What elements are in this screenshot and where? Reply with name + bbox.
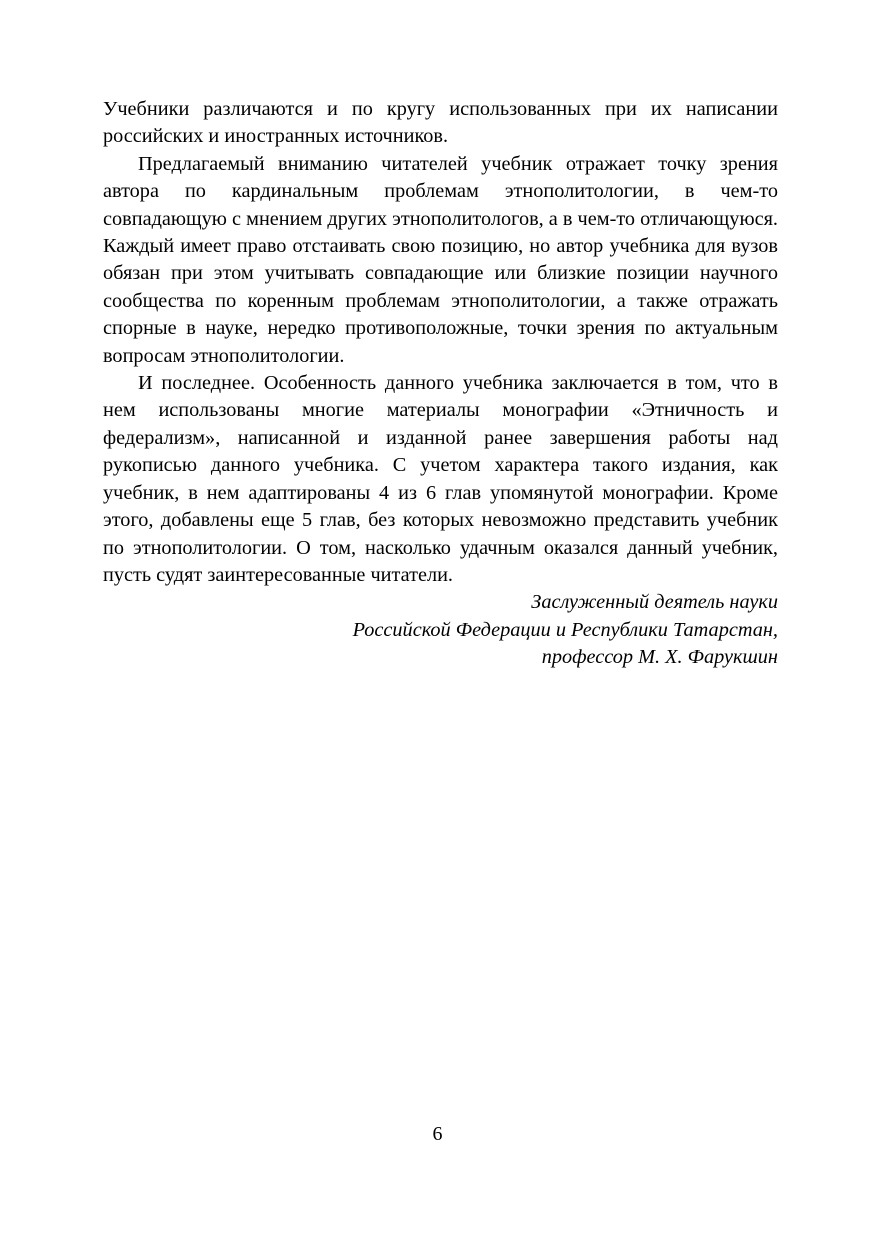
signature-name-line: профессор М. Х. Фарукшин — [541, 646, 778, 669]
signature-title-line: Заслуженный деятель науки — [531, 591, 778, 614]
paragraph-1: Учебники различаются и по кругу использованных при их написании российских и иностранных источников. — [103, 98, 778, 148]
paragraph-2: Предлагаемый вниманию читателей учебник отражает точку зрения автора по кардинальным проблемам этнополитологии, в чем-то совпадающую с мнением других этнополитологов, а в чем-то отличающуюся. Каждый имеет право отстаивать свою позицию, но автор учебника для вузов обязан при этом учитывать совпадающие или близкие позиции научного сообщества по коренным проблемам этнополитологии, а также отражать спорные в науке, нередко противоположные, точки зрения по актуальным вопросам этнополитологии. — [103, 152, 778, 367]
page-number: 6 — [432, 1123, 443, 1145]
author-signature — [103, 589, 778, 671]
signature-affiliation-line: Российской Федерации и Республики Татарстан, — [352, 618, 778, 641]
body-text — [103, 96, 778, 672]
paragraph-3: И последнее. Особенность данного учебника заключается в том, что в нем использованы многие материалы монографии «Этничность и федерализм», написанной и изданной ранее завершения работы над рукописью данного учебника. С учетом характера такого издания, как учебник, в нем адаптированы 4 из 6 глав упомянутой монографии. Кроме этого, добавлены еще 5 глав, без которых невозможно представить учебник по этнополитологии. О том, насколько удачным оказался данный учебник, пусть судят заинтересованные читатели. — [103, 372, 778, 586]
